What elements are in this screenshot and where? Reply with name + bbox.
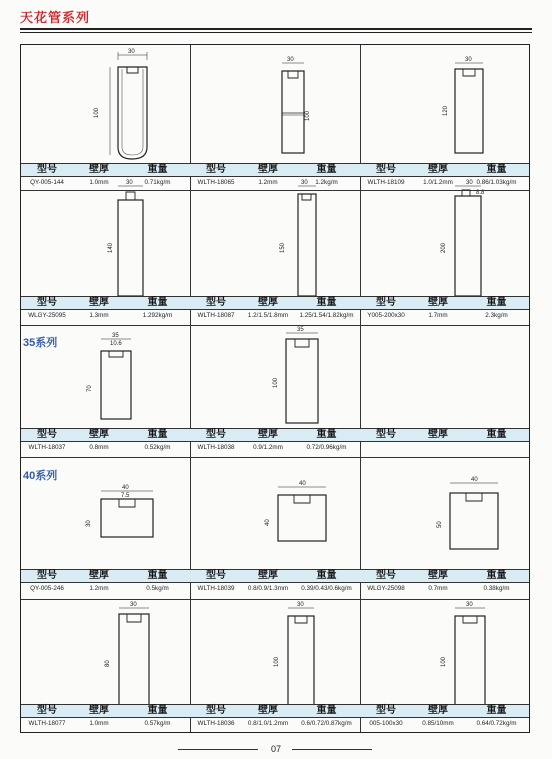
cell-thickness: 0.85/10mm	[422, 720, 454, 727]
dim-height: 100	[273, 377, 279, 388]
cell-thickness: 0.8mm	[89, 444, 109, 451]
header-thickness: 壁厚	[428, 429, 448, 440]
dim-height: 120	[443, 105, 449, 116]
header-model: 型号	[376, 705, 396, 716]
dim-width: 30	[466, 602, 473, 608]
header-model: 型号	[206, 297, 226, 308]
dim-height: 30	[86, 520, 92, 527]
cell-thickness: 0.9/1.2mm	[253, 444, 283, 451]
header-model: 型号	[376, 429, 396, 440]
row2-diagrams	[21, 178, 529, 296]
cell-thickness: 1.2/1.5/1.8mm	[247, 312, 289, 319]
cell-weight: 1.2kg/m	[315, 179, 338, 186]
row-divider	[21, 457, 529, 458]
row4-diagrams	[21, 473, 529, 568]
dim-height: 100	[441, 656, 447, 667]
cell-model: WLTH-18087	[197, 312, 235, 319]
cell-thickness: 0.8/1.0/1.2mm	[247, 720, 289, 727]
header-model: 型号	[37, 705, 57, 716]
cell-weight: 0.6/0.72/0.87kg/m	[301, 720, 352, 727]
profile-wlth-18087	[280, 180, 316, 296]
dim-height: 80	[105, 660, 111, 667]
cell-model: QY-005-246	[30, 585, 64, 592]
cell-weight: 0.86/1.03kg/m	[476, 179, 517, 186]
header-weight: 重量	[316, 429, 337, 440]
cell-model: QY-005-144	[30, 179, 64, 186]
dim-height: 100	[94, 107, 100, 118]
cell-model: WLTH-18036	[197, 720, 235, 727]
cell-weight: 1.25/1.54/1.82kg/m	[299, 312, 354, 319]
row3-diagrams	[21, 311, 529, 429]
header-thickness: 壁厚	[428, 164, 448, 175]
header-thickness: 壁厚	[258, 705, 278, 716]
header-weight: 重量	[316, 297, 337, 308]
cell-model: WLTH-18065	[197, 179, 235, 186]
profile-wlth-18109	[443, 57, 483, 153]
cell-thickness: 1.0mm	[89, 179, 109, 186]
cell-model: WLTH-18077	[28, 720, 66, 727]
header-thickness: 壁厚	[428, 297, 448, 308]
cell-thickness: 1.3mm	[89, 312, 109, 319]
cell-weight: 0.5kg/m	[146, 585, 169, 592]
dim-height: 40	[265, 519, 271, 526]
header-band	[21, 569, 529, 583]
cell-weight: 0.57kg/m	[144, 720, 171, 727]
header-thickness: 壁厚	[258, 570, 278, 581]
header-weight: 重量	[486, 164, 507, 175]
cell-thickness: 0.7mm	[428, 585, 448, 592]
header-weight: 重量	[486, 429, 507, 440]
header-weight: 重量	[316, 705, 337, 716]
cell-model: WLTH-18037	[28, 444, 66, 451]
cell-model: WLTH-18109	[367, 179, 405, 186]
header-band	[21, 296, 529, 310]
cell-thickness: 1.0/1.2mm	[423, 179, 453, 186]
cell-model	[360, 442, 412, 454]
header-model: 型号	[37, 297, 57, 308]
header-thickness: 壁厚	[258, 429, 278, 440]
header-band	[21, 428, 529, 442]
cell-thickness: 1.2mm	[258, 179, 278, 186]
header-weight: 重量	[316, 570, 337, 581]
profile-wlgy-25095	[108, 180, 143, 296]
section-40: 40系列	[23, 470, 58, 482]
cell-weight: 0.38kg/m	[483, 585, 510, 592]
profile-wlth-18038	[273, 327, 318, 423]
dim-height: 100	[305, 110, 311, 121]
profile-qy-005-246	[86, 485, 153, 537]
header-band	[21, 704, 529, 718]
header-band	[21, 163, 529, 177]
header-thickness: 壁厚	[428, 570, 448, 581]
dim-width: 40	[299, 481, 306, 487]
header-model: 型号	[206, 570, 226, 581]
dim-height: 140	[108, 242, 114, 253]
profile-wlth-18077	[105, 602, 149, 714]
header-model: 型号	[37, 570, 57, 581]
profile-wlth-18036	[274, 602, 314, 716]
header-weight: 重量	[147, 164, 168, 175]
dim-slot: 10.6	[110, 341, 122, 347]
header-thickness: 壁厚	[428, 705, 448, 716]
cell-thickness: 1.7mm	[428, 312, 448, 319]
dim-width: 40	[471, 477, 478, 483]
header-thickness: 壁厚	[89, 570, 109, 581]
header-model: 型号	[206, 429, 226, 440]
header-model: 型号	[37, 429, 57, 440]
title-rule	[20, 28, 532, 30]
header-weight: 重量	[147, 570, 168, 581]
cell-model: WLGY-25098	[367, 585, 405, 592]
dim-height: 150	[280, 242, 286, 253]
dim-width: 40	[122, 485, 129, 491]
row-divider	[21, 599, 529, 600]
title-rule-thin	[20, 32, 532, 33]
dim-width: 30	[301, 180, 308, 186]
dim-width: 35	[297, 327, 304, 333]
header-model: 型号	[206, 705, 226, 716]
header-thickness: 壁厚	[89, 297, 109, 308]
cell-weight: 2.3kg/m	[485, 312, 508, 319]
header-weight: 重量	[316, 164, 337, 175]
row5-diagrams	[21, 602, 529, 720]
profile-wlgy-25098	[437, 477, 498, 549]
cell-thickness: 1.2mm	[89, 585, 109, 592]
profile-y005-200x30	[441, 180, 485, 296]
dim-width: 35	[112, 333, 119, 339]
cell-thickness: 0.8/0.9/1.3mm	[247, 585, 289, 592]
header-thickness: 壁厚	[89, 705, 109, 716]
header-weight: 重量	[147, 429, 168, 440]
profile-wlth-18039	[265, 481, 326, 541]
header-thickness: 壁厚	[89, 164, 109, 175]
dim-width: 30	[466, 180, 473, 186]
dim-slot: 7.5	[121, 493, 130, 499]
dim-height: 70	[87, 385, 93, 392]
row-divider	[21, 325, 529, 326]
cell-weight	[464, 442, 529, 454]
header-model: 型号	[37, 164, 57, 175]
spec-table	[20, 44, 530, 733]
dim-slot: 8.8	[476, 190, 485, 196]
cell-model: WLTH-18038	[197, 444, 235, 451]
section-35: 35系列	[23, 337, 58, 349]
header-thickness: 壁厚	[89, 429, 109, 440]
dim-width: 30	[126, 180, 133, 186]
cell-weight: 1.292kg/m	[142, 312, 173, 319]
cell-model: 005-100x30	[369, 720, 403, 727]
dim-width: 30	[287, 57, 294, 63]
cell-weight: 0.72/0.96kg/m	[306, 444, 347, 451]
dim-height: 50	[437, 521, 443, 528]
cell-model: WLGY-25095	[28, 312, 66, 319]
header-model: 型号	[376, 164, 396, 175]
page-number: 07	[270, 744, 281, 754]
cell-weight: 0.52kg/m	[144, 444, 171, 451]
profile-wlth-18065	[282, 57, 311, 153]
page-title: 天花管系列	[20, 10, 91, 25]
header-weight: 重量	[486, 705, 507, 716]
dim-width: 30	[130, 602, 137, 608]
profile-005-100x30	[441, 602, 485, 716]
cell-model: WLTH-18039	[197, 585, 235, 592]
header-weight: 重量	[486, 570, 507, 581]
profile-wlth-18037	[87, 333, 131, 419]
profile-qy-005-144	[94, 49, 147, 159]
row-divider	[21, 190, 529, 191]
cell-weight: 0.64/0.72kg/m	[476, 720, 517, 727]
dim-width: 30	[128, 49, 135, 55]
header-thickness: 壁厚	[258, 297, 278, 308]
dim-width: 30	[297, 602, 304, 608]
cell-thickness	[412, 442, 464, 454]
header-model: 型号	[376, 570, 396, 581]
header-thickness: 壁厚	[258, 164, 278, 175]
cell-weight: 0.39/0.43/0.6kg/m	[301, 585, 352, 592]
header-weight: 重量	[486, 297, 507, 308]
dim-height: 100	[274, 656, 280, 667]
dim-height: 200	[441, 242, 447, 253]
header-weight: 重量	[147, 705, 168, 716]
cell-weight: 0.71kg/m	[144, 179, 171, 186]
header-model: 型号	[206, 164, 226, 175]
cell-model: Y005-200x30	[367, 312, 405, 319]
row1-diagrams	[21, 45, 529, 163]
dim-width: 30	[465, 57, 472, 63]
header-model: 型号	[376, 297, 396, 308]
cell-thickness: 1.0mm	[89, 720, 109, 727]
header-weight: 重量	[147, 297, 168, 308]
